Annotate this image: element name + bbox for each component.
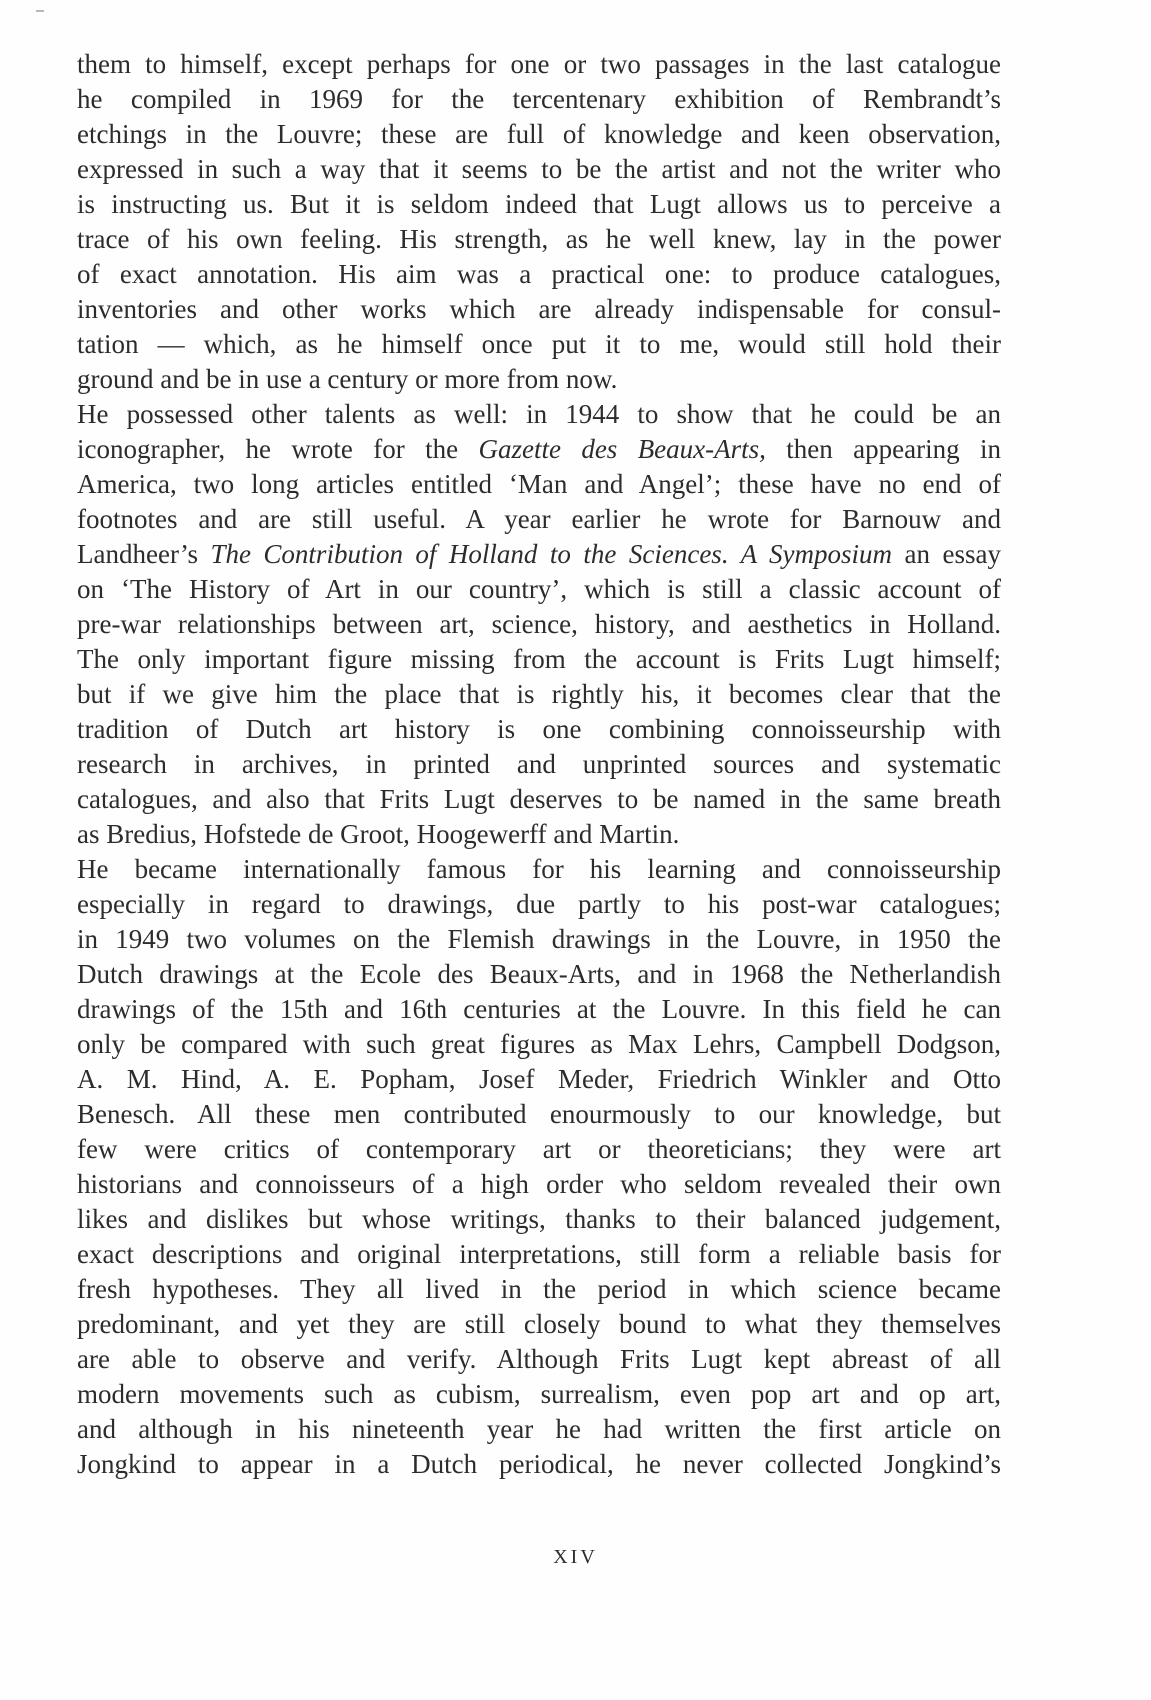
text-line-with-italic [77, 537, 1001, 572]
text-line: he compiled in 1969 for the tercentenary exhibition of Rembrandt’s [77, 84, 1001, 114]
text-line: Dutch drawings at the Ecole des Beaux-Arts, and in 1968 the Netherlandish [77, 959, 1001, 989]
text-line: drawings of the 15th and 16th centuries at the Louvre. In this field he can [77, 994, 1001, 1024]
text-line: research in archives, in printed and unprinted sources and systematic [77, 749, 1001, 779]
text-line: them to himself, except perhaps for one or two passages in the last catalogue [77, 49, 1001, 79]
text-line: America, two long articles entitled ‘Man and Angel’; these have no end of [77, 469, 1001, 499]
italic-title: Gazette des Beaux-Arts, [478, 434, 766, 464]
text-line: especially in regard to drawings, due partly to his post-war catalogues; [77, 889, 1001, 919]
text-line: pre-war relationships between art, science, history, and aesthetics in Holland. [77, 609, 1001, 639]
text-line: historians and connoisseurs of a high order who seldom revealed their own [77, 1169, 1001, 1199]
text-line: on ‘The History of Art in our country’, which is still a classic account of [77, 574, 1001, 604]
paragraph-3 [77, 852, 1001, 1482]
text-line: expressed in such a way that it seems to be the artist and not the writer who [77, 154, 1001, 184]
text-line: modern movements such as cubism, surrealism, even pop art and op art, [77, 1379, 1001, 1409]
text-run: an essay [892, 539, 1002, 569]
body-text [77, 47, 1001, 1482]
text-line: predominant, and yet they are still closely bound to what they themselves [77, 1309, 1001, 1339]
text-line: Benesch. All these men contributed enourmously to our knowledge, but [77, 1099, 1001, 1129]
text-line: catalogues, and also that Frits Lugt deserves to be named in the same breath [77, 784, 1001, 814]
text-line: of exact annotation. His aim was a practical one: to produce catalogues, [77, 259, 1001, 289]
text-line: only be compared with such great figures as Max Lehrs, Campbell Dodgson, [77, 1029, 1001, 1059]
page-number: XIV [553, 1546, 598, 1568]
text-line: A. M. Hind, A. E. Popham, Josef Meder, Friedrich Winkler and Otto [77, 1064, 1001, 1094]
text-run: iconographer, he wrote for the [77, 434, 479, 464]
text-line: and although in his nineteenth year he had written the first article on [77, 1414, 1001, 1444]
text-line: few were critics of contemporary art or theoreticians; they were art [77, 1134, 1001, 1164]
scan-mark [36, 10, 44, 12]
text-line: He possessed other talents as well: in 1944 to show that he could be an [77, 399, 1001, 429]
text-line: He became internationally famous for his learning and connoisseurship [77, 854, 1001, 884]
text-line: is instructing us. But it is seldom indeed that Lugt allows us to perceive a [77, 189, 1001, 219]
text-line-with-italic [77, 432, 1001, 467]
text-line: ground and be in use a century or more from now. [77, 364, 618, 394]
italic-title: The Contribution of Holland to the Sciences. A Symposium [210, 539, 893, 569]
paragraph-1 [77, 47, 1001, 397]
text-run: Landheer’s [77, 539, 211, 569]
text-line: Jongkind to appear in a Dutch periodical, he never collected Jongkind’s [77, 1449, 1001, 1479]
text-line: trace of his own feeling. His strength, as he well knew, lay in the power [77, 224, 1001, 254]
text-line: likes and dislikes but whose writings, thanks to their balanced judgement, [77, 1204, 1001, 1234]
text-line: The only important figure missing from the account is Frits Lugt himself; [77, 644, 1001, 674]
text-line: in 1949 two volumes on the Flemish drawings in the Louvre, in 1950 the [77, 924, 1001, 954]
text-line: fresh hypotheses. They all lived in the period in which science became [77, 1274, 1001, 1304]
text-line: are able to observe and verify. Although Frits Lugt kept abreast of all [77, 1344, 1001, 1374]
text-line: as Bredius, Hofstede de Groot, Hoogewerff and Martin. [77, 819, 680, 849]
text-line: tation — which, as he himself once put it to me, would still hold their [77, 329, 1001, 359]
text-line: exact descriptions and original interpretations, still form a reliable basis for [77, 1239, 1001, 1269]
text-line: tradition of Dutch art history is one combining connoisseurship with [77, 714, 1001, 744]
text-line: inventories and other works which are already indispensable for consul- [77, 294, 1001, 324]
text-line: footnotes and are still useful. A year earlier he wrote for Barnouw and [77, 504, 1001, 534]
text-line: etchings in the Louvre; these are full of knowledge and keen observation, [77, 119, 1001, 149]
text-run: then appearing in [765, 434, 1001, 464]
text-line: but if we give him the place that is rightly his, it becomes clear that the [77, 679, 1001, 709]
paragraph-2 [77, 397, 1001, 852]
